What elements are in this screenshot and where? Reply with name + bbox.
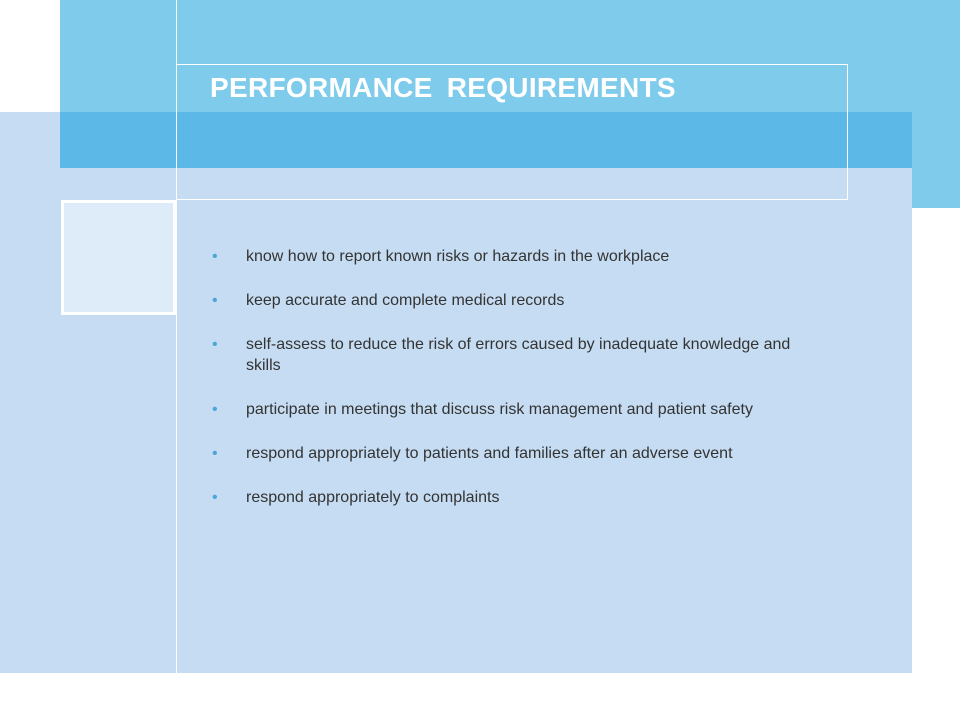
bullet-text: know how to report known risks or hazards in the workplace [246, 248, 670, 265]
bullet-icon: • [212, 248, 218, 265]
slide-title: PERFORMANCE REQUIREMENTS [210, 72, 676, 103]
square-decoration [61, 200, 176, 315]
bullet-text: keep accurate and complete medical records [246, 292, 565, 309]
bullet-item [212, 334, 812, 376]
bullet-text: respond appropriately to patients and families after an adverse event [246, 445, 733, 462]
right-band-decoration [912, 0, 960, 208]
bullet-icon: • [212, 336, 218, 353]
bullet-list [212, 246, 812, 531]
bullet-icon: • [212, 401, 218, 418]
bullet-item [212, 399, 812, 420]
bullet-item [212, 487, 812, 508]
bullet-text: self-assess to reduce the risk of errors caused by inadequate knowledge and skills [246, 336, 791, 374]
bullet-icon: • [212, 292, 218, 309]
bullet-icon: • [212, 445, 218, 462]
bullet-item [212, 290, 812, 311]
bullet-text: participate in meetings that discuss risk management and patient safety [246, 401, 753, 418]
bullet-icon: • [212, 489, 218, 506]
bullet-item [212, 443, 812, 464]
bullet-text: respond appropriately to complaints [246, 489, 500, 506]
bullet-item [212, 246, 812, 267]
